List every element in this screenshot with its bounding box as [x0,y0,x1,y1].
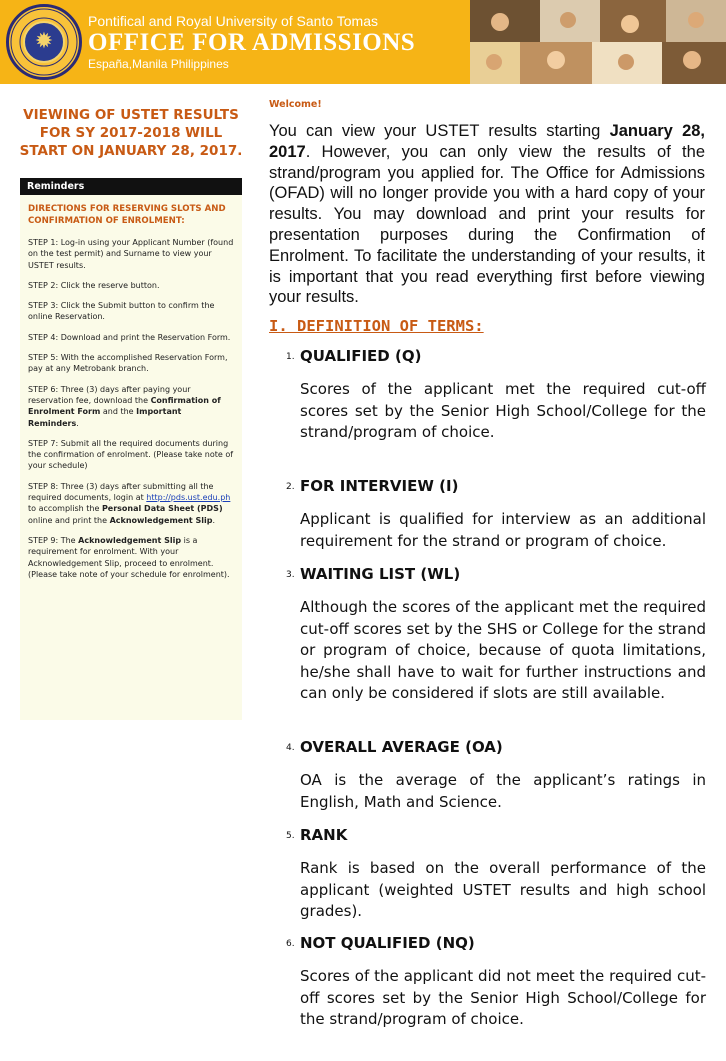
student-photo-collage [470,0,726,84]
university-name: Pontifical and Royal University of Santo Tomas [88,13,378,29]
term-description: Scores of the applicant met the required cut-off scores set by the Senior High School/College for the strand/program of choice. [300,380,706,441]
main-content [262,84,726,1061]
term-number: 6. [286,939,295,949]
results-announcement: VIEWING OF USTET RESULTS FOR SY 2017-2018 WILL START ON JANUARY 28, 2017. [19,107,243,159]
step-8-connector: to accomplish the [28,504,102,514]
step-8 [28,481,234,526]
sun-icon: ✹ [34,29,54,54]
step-6-text: STEP 6: Three (3) days after paying your reservation fee, download the [28,384,191,405]
step-7: STEP 7: Submit all the required documents during the confirmation of enrolment. (Please take note of your schedule) [28,438,234,471]
office-location: España,Manila Philippines [88,57,229,71]
confirmation-form-label: Confirmation of Enrolment Form [28,395,221,417]
step-6-connector: and the [100,407,137,417]
term-number: 4. [286,743,295,753]
step-6-end: . [76,418,79,428]
term-description: Rank is based on the overall performance of the applicant (weighted USTET results and high school grades). [300,859,706,920]
reminders-title: Reminders [20,178,242,195]
term-number: 1. [286,352,295,362]
step-3: STEP 3: Click the Submit button to confirm the online Reservation. [28,301,215,322]
term-description: Although the scores of the applicant met the required cut-off scores set by the SHS or College for the strand or program of choice, because of quota limitations, he/she shall have to wait for further instructions and can only be considered if slots are still available. [300,598,706,702]
header-banner [0,0,726,84]
step-8-connector-2: online and print the [28,515,110,525]
directions-title: DIRECTIONS FOR RESERVING SLOTS AND CONFIRMATION OF ENROLMENT: [28,204,226,226]
step-8-text: STEP 8: Three (3) days after submitting all the required documents, login at [28,481,214,503]
intro-date: January 28, 2017 [269,122,705,161]
step-4: STEP 4: Download and print the Reservation Form. [28,332,231,342]
term-title: OVERALL AVERAGE (OA) [300,738,503,756]
step-8-end: . [212,515,216,525]
office-title: OFFICE FOR ADMISSIONS [88,29,416,56]
term-number: 5. [286,831,295,841]
acknowledgement-slip-label: Acknowledgement Slip [109,515,213,525]
reminders-panel [20,178,242,720]
term-title: QUALIFIED (Q) [300,347,422,365]
term-description: OA is the average of the applicant’s ratings in English, Math and Science. [300,771,706,811]
welcome-label: Welcome! [269,99,322,110]
university-seal-logo [6,4,82,80]
step-5: STEP 5: With the accomplished Reservation Form, pay at any Metrobank branch. [28,353,228,374]
step-6 [28,384,234,429]
term-title: FOR INTERVIEW (I) [300,477,459,495]
step-1: STEP 1: Log-in using your Applicant Number (found on the test permit) and Surname to view your USTET results. [28,238,234,270]
term-title: NOT QUALIFIED (NQ) [300,934,475,952]
intro-text-start: You can view your USTET results starting [269,122,610,140]
term-title: RANK [300,826,348,844]
term-number: 3. [286,570,295,580]
seal-emblem [23,21,65,63]
intro-text-end: . However, you can only view the results of the strand/program you applied for. The Office for Admissions (OFAD) will no longer provide you with a hard copy of your results. You may download and print your results for presentation purposes during the Confirmation of Enrolment. To facilitate the understanding of your results, it is important that you read everything first before viewing your results. [269,142,705,307]
pds-link[interactable]: http://pds.ust.edu.ph [146,493,231,503]
acknowledgement-slip-label-2: Acknowledgement Slip [78,535,182,545]
term-description: Scores of the applicant did not meet the required cut-off scores set by the Senior High School/College for the strand/program of choice. [300,967,706,1028]
term-description: Applicant is qualified for interview as an additional requirement for the strand or program of choice. [300,510,706,550]
intro-paragraph [269,121,705,308]
step-9-text: STEP 9: The [28,535,79,545]
important-reminders-label: Important Reminders [28,407,182,428]
step-2: STEP 2: Click the reserve button. [28,280,160,290]
definitions-heading: I. DEFINITION OF TERMS: [269,317,484,335]
reminders-body [20,195,242,580]
term-number: 2. [286,482,295,492]
step-9-end: is a requirement for enrolment. With your Acknowledgement Slip, proceed to enrolment. (Please take note of your schedule for enrolment). [28,535,230,579]
term-title: WAITING LIST (WL) [300,565,461,583]
step-9 [28,535,234,580]
sidebar [0,84,262,1061]
pds-label: Personal Data Sheet (PDS) [101,504,223,514]
